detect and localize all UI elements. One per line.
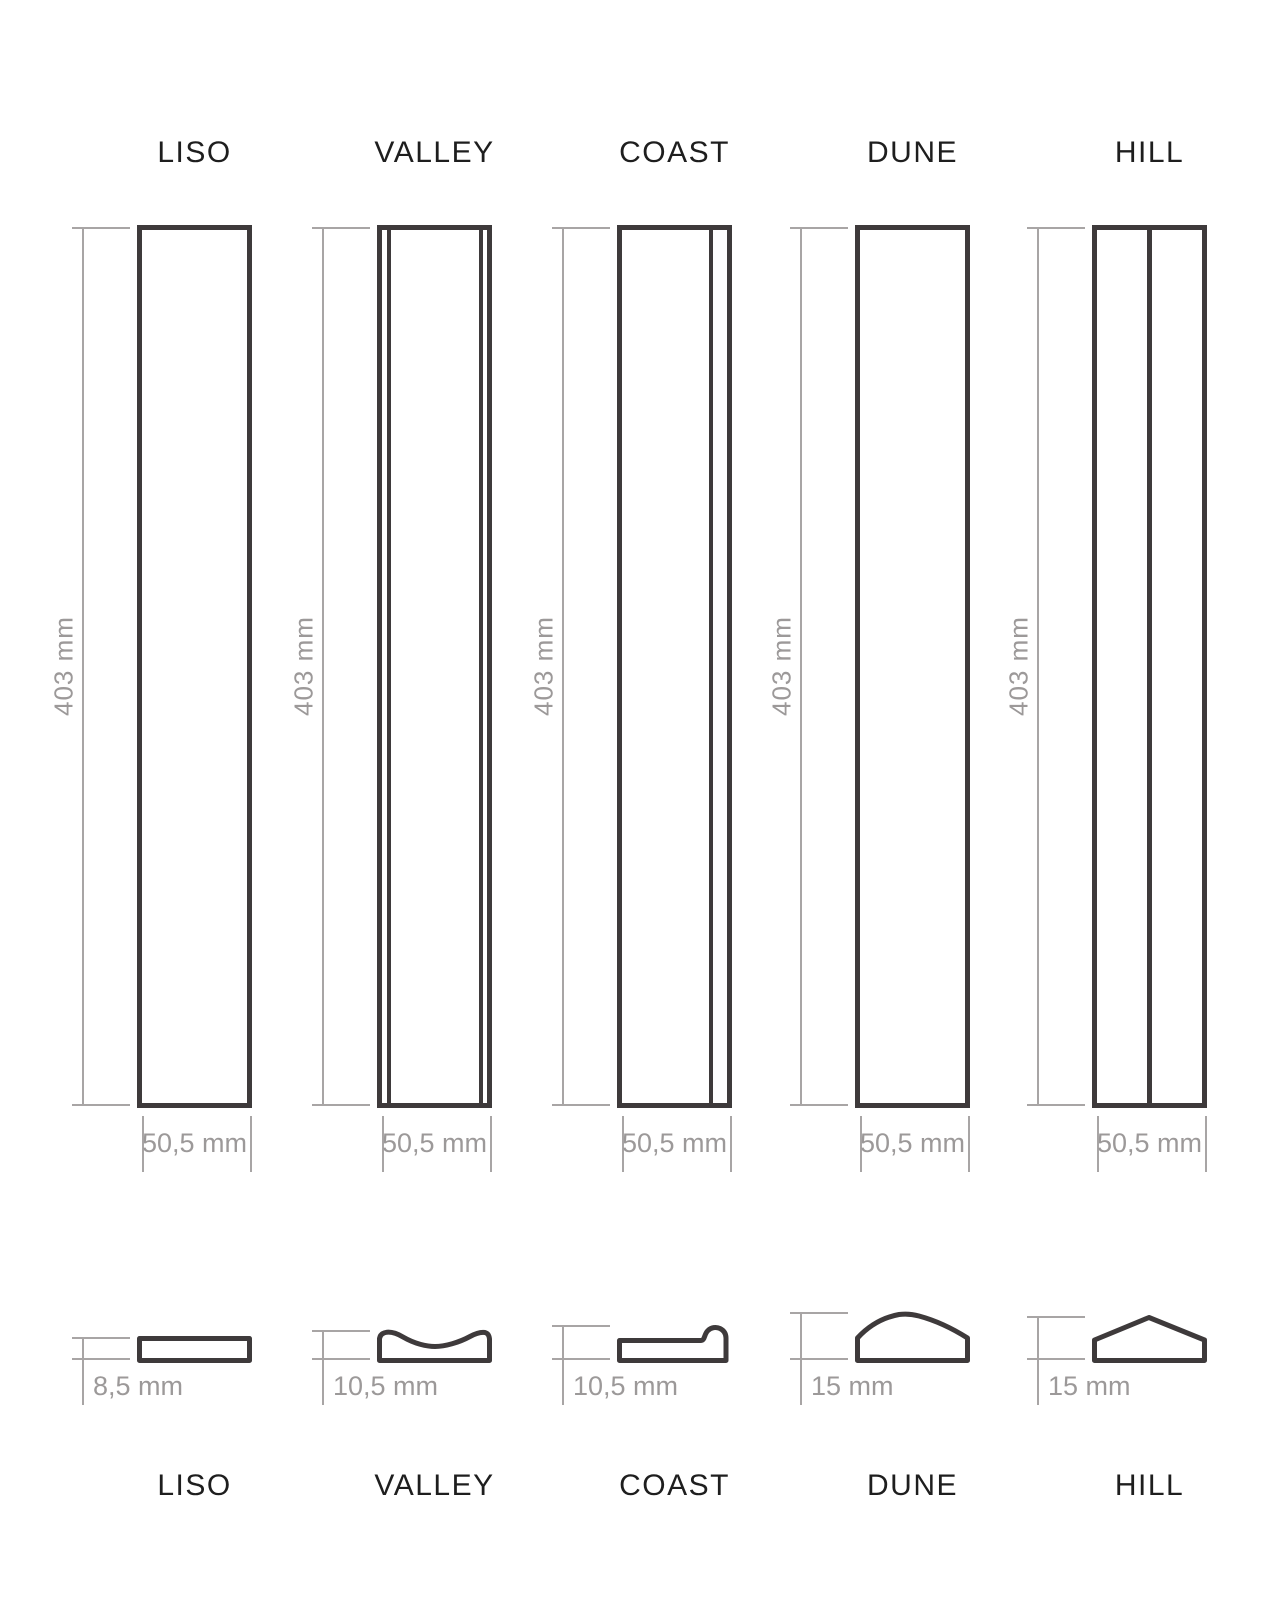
profile-title-top: VALLEY [374, 136, 495, 169]
front-view-groove-center [1147, 230, 1152, 1103]
front-view-outline [377, 225, 492, 1108]
profile-title-top: COAST [619, 136, 730, 169]
front-view-groove-left [387, 230, 391, 1103]
profile-title-bottom: VALLEY [374, 1469, 495, 1502]
cross-section-dune [855, 1311, 970, 1363]
height-dim-label: 403 mm [766, 616, 797, 717]
thickness-dim-tick-bottom [552, 1358, 610, 1360]
profile-title-top: DUNE [866, 136, 958, 169]
width-dim-label: 50,5 mm [859, 1128, 966, 1158]
height-dim-label: 403 mm [48, 616, 79, 717]
thickness-dim-tick-bottom [72, 1358, 130, 1360]
height-dim-line [82, 227, 84, 1106]
thickness-dim-tick-bottom [790, 1358, 848, 1360]
height-dim-label: 403 mm [1003, 616, 1034, 717]
height-dim-line [562, 227, 564, 1106]
column-valley [288, 0, 497, 1606]
thickness-dim-label: 10,5 mm [573, 1371, 679, 1401]
thickness-dim-line [82, 1337, 84, 1405]
column-coast [528, 0, 737, 1606]
front-view-outline [617, 225, 732, 1108]
width-dim-label: 50,5 mm [621, 1128, 728, 1158]
profile-title-bottom: COAST [619, 1469, 730, 1502]
front-view-outline [855, 225, 970, 1108]
thickness-dim-tick-top [72, 1337, 130, 1339]
column-liso [48, 0, 257, 1606]
front-view-groove-right [709, 230, 713, 1103]
thickness-dim-tick-top [1027, 1316, 1085, 1318]
cross-section-valley [377, 1329, 492, 1363]
thickness-dim-line [1037, 1316, 1039, 1405]
profile-title-bottom: HILL [1114, 1469, 1185, 1502]
thickness-dim-tick-bottom [312, 1358, 370, 1360]
height-dim-label: 403 mm [528, 616, 559, 717]
width-dim-label: 50,5 mm [381, 1128, 488, 1158]
thickness-dim-tick-top [552, 1325, 610, 1327]
thickness-dim-line [562, 1325, 564, 1405]
thickness-dim-tick-bottom [1027, 1358, 1085, 1360]
cross-section-coast [617, 1324, 732, 1363]
height-dim-line [1037, 227, 1039, 1106]
cross-section-flat [137, 1336, 252, 1363]
profile-title-bottom: LISO [157, 1469, 232, 1502]
thickness-dim-label: 15 mm [1048, 1371, 1131, 1401]
thickness-dim-line [800, 1312, 802, 1405]
thickness-dim-line [322, 1330, 324, 1405]
height-dim-line [322, 227, 324, 1106]
profile-title-top: LISO [157, 136, 232, 169]
profile-title-bottom: DUNE [866, 1469, 958, 1502]
width-dim-label: 50,5 mm [1096, 1128, 1203, 1158]
column-dune [766, 0, 975, 1606]
cross-section-hill [1092, 1315, 1207, 1363]
column-hill [1003, 0, 1212, 1606]
thickness-dim-label: 15 mm [811, 1371, 894, 1401]
width-dim-label: 50,5 mm [141, 1128, 248, 1158]
front-view-groove-right [479, 230, 483, 1103]
thickness-dim-label: 8,5 mm [93, 1371, 184, 1401]
profile-title-top: HILL [1114, 136, 1185, 169]
height-dim-line [800, 227, 802, 1106]
thickness-dim-tick-top [790, 1312, 848, 1314]
thickness-dim-tick-top [312, 1330, 370, 1332]
thickness-dim-label: 10,5 mm [333, 1371, 439, 1401]
front-view-outline [137, 225, 252, 1108]
height-dim-label: 403 mm [288, 616, 319, 717]
